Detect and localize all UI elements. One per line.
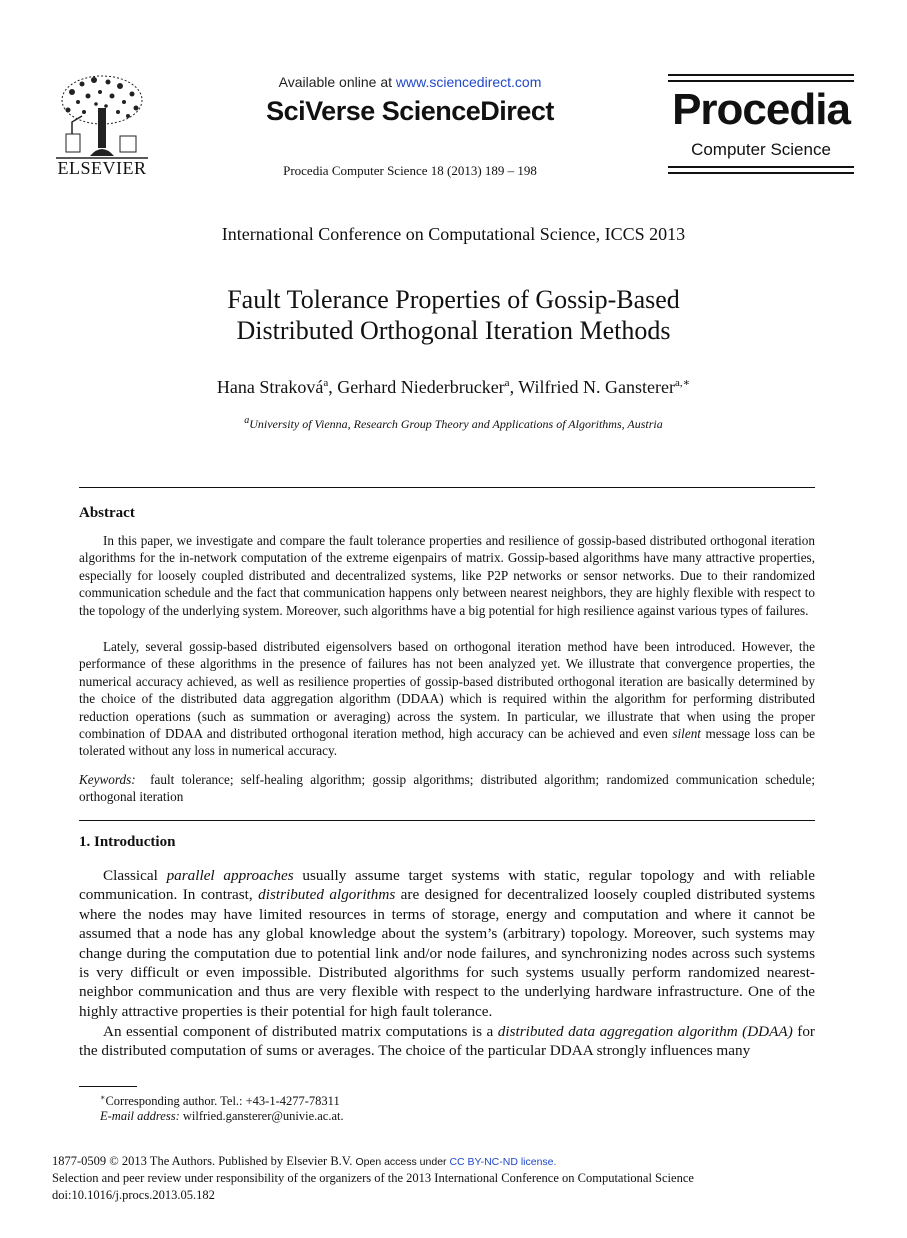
- author-affil-mark: a: [323, 377, 329, 389]
- emphasis: silent: [672, 726, 701, 742]
- title-line: Distributed Orthogonal Iteration Methods: [236, 316, 671, 345]
- email-address: wilfried.gansterer@univie.ac.at.: [179, 1109, 344, 1123]
- emphasis: distributed data aggregation algorithm (DDAA): [497, 1023, 793, 1040]
- journal-citation: Procedia Computer Science 18 (2013) 189 – 198: [283, 163, 537, 178]
- logo-rule: [668, 80, 854, 82]
- text-run: message loss can be tolerated without any loss in numerical accuracy.: [79, 726, 815, 759]
- text-run: are designed for decentralized loosely coupled distributed systems where the nodes may have limited resources in terms of storage, energy and computation and where it cannot be assumed that a node has any global knowledge about the system’s (arbitrary) topology. Moreover, such systems may change during the computation due to potential link and/or node failures, and synchronizing nodes across such systems is very difficult or even impossible. Distributed algorithms for such systems usually perform randomized nearest-neighbor communication and thus are very flexible with respect to the underlying hardware infrastructure. One of the highly attractive properties is their potential for high fault tolerance.: [79, 886, 815, 1020]
- keywords: [79, 771, 815, 806]
- available-prefix: Available online at: [278, 74, 396, 90]
- sciencedirect-link[interactable]: www.sciencedirect.com: [395, 74, 542, 90]
- copyright-line: [52, 1154, 556, 1169]
- platform-name: SciVerse ScienceDirect: [266, 96, 554, 126]
- logo-rule: [668, 74, 854, 76]
- publisher-logo-text: ELSEVIER: [57, 158, 147, 178]
- text-run: An essential component of distributed matrix computations is a: [103, 1023, 498, 1040]
- text-run: for the distributed computation of sums or averages. The choice of the particular DDAA strongly influences many: [79, 1023, 815, 1060]
- abstract-paragraph: In this paper, we investigate and compare the fault tolerance properties and resilience of gossip-based distributed orthogonal iteration algorithms for the in-network computation of the extreme eigenpairs of matrix. Gossip-based algorithms have many attractive properties, especially for loosely coupled distributed and decentralized systems, like P2P networks or sensor networks. Due to their randomized communication schedule and the fact that communication happens only between nearest neighbors, they are highly flexible with respect to the topology of the underlying system. Moreover, such algorithms have a big potential for high resilience against various types of failures.: [79, 533, 815, 618]
- doi-line: doi:10.1016/j.procs.2013.05.182: [52, 1188, 215, 1202]
- open-access-text: Open access under: [355, 1156, 450, 1168]
- author-affil-mark: a: [504, 377, 510, 389]
- conference-name: International Conference on Computational Science, ICCS 2013: [221, 224, 686, 244]
- abstract-heading: Abstract: [79, 505, 135, 521]
- author-name: Wilfried N. Gansterer: [518, 377, 675, 397]
- affiliation-text: University of Vienna, Research Group Theory and Applications of Algorithms, Austria: [249, 417, 663, 431]
- footnote-rule: [79, 1086, 137, 1087]
- keywords-label: Keywords:: [79, 772, 136, 787]
- section-heading: 1. Introduction: [79, 834, 176, 850]
- emphasis: distributed algorithms: [258, 886, 396, 904]
- author-name: Hana Straková: [216, 377, 324, 397]
- email-label: E-mail address:: [100, 1109, 180, 1123]
- available-online-line: [230, 74, 590, 90]
- journal-brand: Procedia: [672, 85, 850, 134]
- text-run: usually assume target systems with static, regular topology and with reliable communication. In contrast,: [79, 867, 815, 904]
- procedia-logo: [668, 74, 854, 174]
- text-run: Lately, several gossip-based distributed eigensolvers based on orthogonal iteration method have been introduced. However, the performance of these algorithms in the presence of failures has not been analyzed yet. We illustrate that convergence properties, the numerical accuracy achieved, as well as resilience properties of gossip-based distributed orthogonal iteration are basically determined by the choice of the distributed data aggregation algorithm (DDAA) which is required within the algorithm for performing distributed reduction operations (such as summation or averaging) across the system. In particular, we illustrate that when using the proper combination of DDAA and distributed orthogonal iteration method, high accuracy can be achieved and even: [79, 639, 815, 742]
- author-name: Gerhard Niederbrucker: [337, 377, 505, 397]
- body-paragraph: [79, 1022, 815, 1061]
- copyright-text: 1877-0509 © 2013 The Authors. Published by Elsevier B.V.: [52, 1154, 356, 1168]
- abstract-paragraph: [79, 638, 815, 760]
- logo-rule: [668, 166, 854, 168]
- paper-title: [60, 284, 847, 346]
- journal-brand-sub: Computer Science: [691, 140, 831, 159]
- author-affil-mark: a,∗: [674, 377, 691, 389]
- emphasis: parallel approaches: [166, 867, 294, 884]
- body-paragraph: [79, 866, 815, 1021]
- footnote-text: Corresponding author. Tel.: +43-1-4277-78311: [105, 1094, 340, 1109]
- text-run: Classical: [103, 867, 167, 884]
- section-divider: [79, 820, 815, 821]
- corresponding-author-footnote: [100, 1093, 340, 1109]
- section-divider: [79, 487, 815, 488]
- email-footnote: [100, 1109, 344, 1124]
- keywords-text: fault tolerance; self-healing algorithm; gossip algorithms; distributed algorithm; randomized communication schedule; orthogonal iteration: [79, 772, 815, 805]
- license-link[interactable]: CC BY-NC-ND license.: [449, 1156, 557, 1168]
- affiliation-mark: a: [244, 415, 250, 426]
- author-list: Hana Straková$^a$, Gerhard Niederbrucker$^a$, Wilfried N. Gansterer$^{a,∗}$: [216, 377, 691, 397]
- peer-review-line: Selection and peer review under responsibility of the organizers of the 2013 International Conference on Computational Science: [52, 1171, 694, 1185]
- footnote-mark: ∗: [100, 1093, 106, 1102]
- logo-rule: [668, 172, 854, 174]
- affiliation: [60, 415, 847, 432]
- title-line: Fault Tolerance Properties of Gossip-Based: [227, 285, 680, 314]
